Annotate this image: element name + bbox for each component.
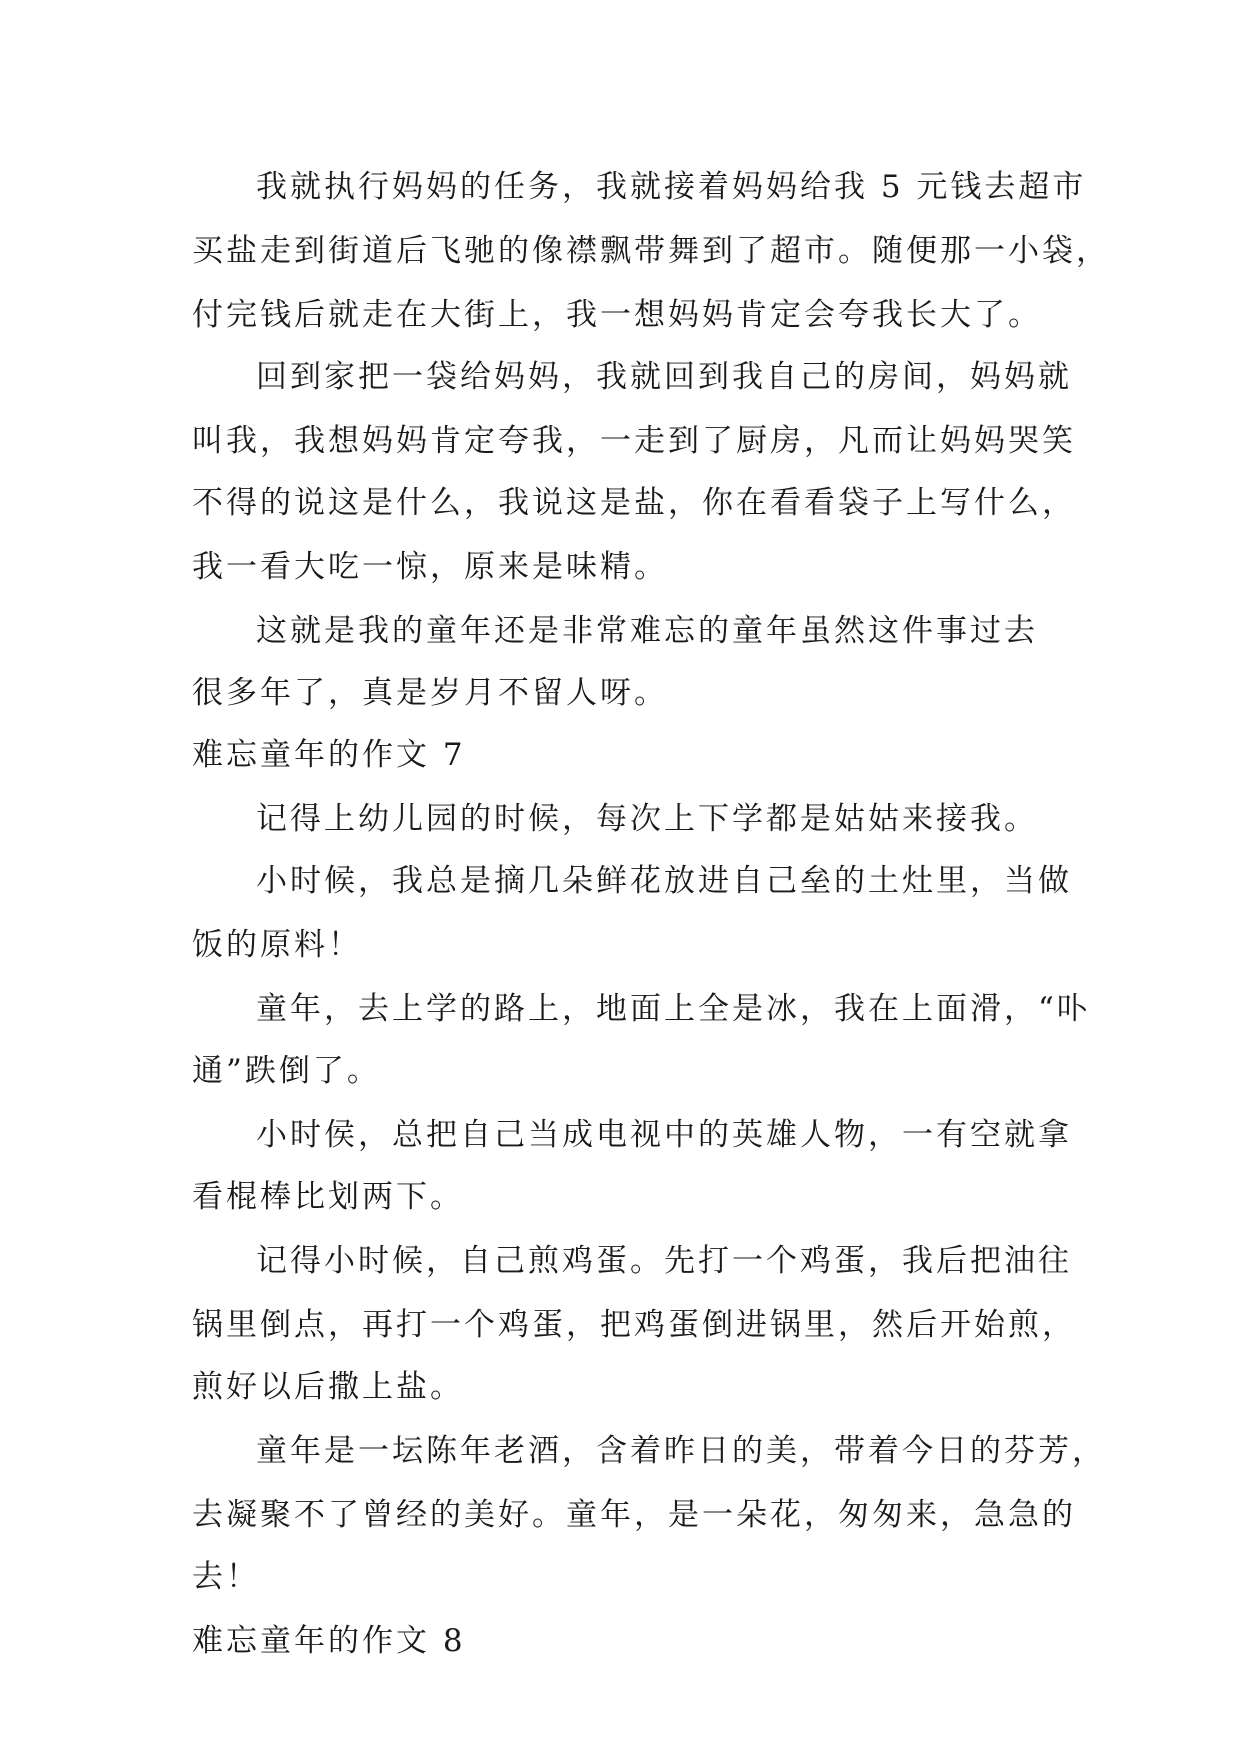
paragraph-line: 童年，去上学的路上，地面上全是冰，我在上面滑，“卟 (256, 991, 1091, 1027)
paragraph-line: 锅里倒点，再打一个鸡蛋，把鸡蛋倒进锅里，然后开始煎， (192, 1307, 1076, 1343)
paragraph-line: 买盐走到街道后飞驰的像襟飘带舞到了超市。随便那一小袋， (192, 233, 1110, 269)
paragraph-line: 记得上幼儿园的时候，每次上下学都是姑姑来接我。 (256, 801, 1038, 837)
paragraph-line: 叫我，我想妈妈肯定夸我，一走到了厨房，凡而让妈妈哭笑 (192, 423, 1076, 459)
section-heading: 难忘童年的作文 8 (192, 1623, 466, 1659)
paragraph-line: 煎好以后撒上盐。 (192, 1369, 464, 1405)
paragraph-line: 饭的原料！ (192, 927, 362, 963)
paragraph-line: 小时侯，总把自己当成电视中的英雄人物，一有空就拿 (256, 1117, 1072, 1153)
paragraph-line: 回到家把一袋给妈妈，我就回到我自己的房间，妈妈就 (256, 359, 1072, 395)
paragraph-line: 我一看大吃一惊，原来是味精。 (192, 549, 668, 585)
paragraph-line: 这就是我的童年还是非常难忘的童年虽然这件事过去 (256, 613, 1038, 649)
paragraph-line: 很多年了，真是岁月不留人呀。 (192, 675, 668, 711)
paragraph-line: 通”跌倒了。 (192, 1053, 381, 1089)
section-heading: 难忘童年的作文 7 (192, 737, 466, 773)
paragraph-line: 去！ (192, 1559, 260, 1595)
paragraph-line: 我就执行妈妈的任务，我就接着妈妈给我 5 元钱去超市 (256, 169, 1087, 205)
paragraph-line: 付完钱后就走在大街上，我一想妈妈肯定会夸我长大了。 (192, 297, 1042, 333)
paragraph-line: 看棍棒比划两下。 (192, 1179, 464, 1215)
paragraph-line: 去凝聚不了曾经的美好。童年，是一朵花，匆匆来，急急的 (192, 1497, 1076, 1533)
paragraph-line: 记得小时候，自己煎鸡蛋。先打一个鸡蛋，我后把油往 (256, 1243, 1072, 1279)
paragraph-line: 不得的说这是什么，我说这是盐，你在看看袋子上写什么， (192, 485, 1076, 521)
paragraph-line: 童年是一坛陈年老酒，含着昨日的美，带着今日的芬芳， (256, 1433, 1106, 1469)
paragraph-line: 小时候，我总是摘几朵鲜花放进自己垒的土灶里，当做 (256, 863, 1072, 899)
